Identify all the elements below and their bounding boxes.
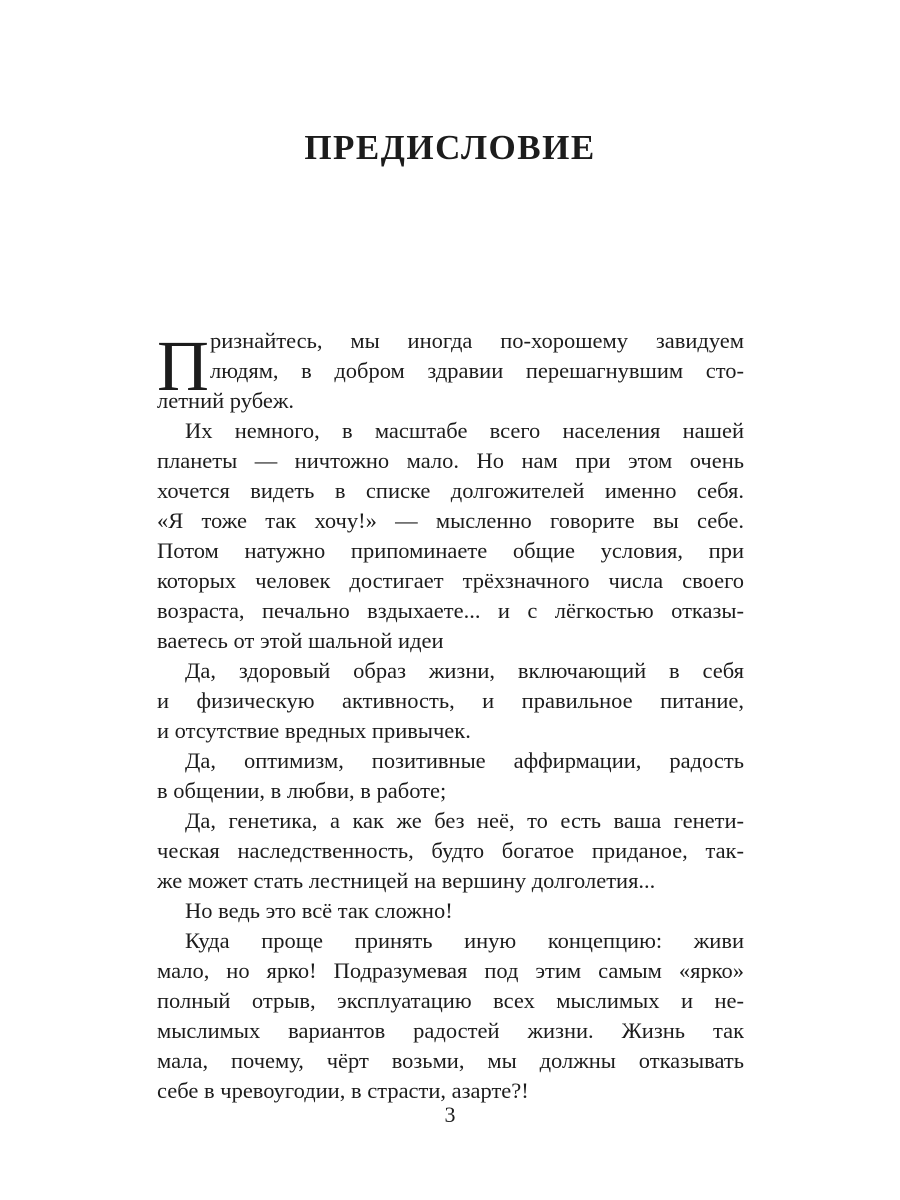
text-line: возраста, печально вздыхаете... и с лёгкостью отказы- <box>157 598 744 623</box>
text-line: Да, генетика, а как же без неё, то есть ваша генети- <box>185 808 744 833</box>
chapter-title: ПРЕДИСЛОВИЕ <box>304 128 596 167</box>
text-line: Куда проще принять иную концепцию: живи <box>185 928 744 953</box>
text-line: себе в чревоугодии, в страсти, азарте?! <box>157 1078 529 1103</box>
text-line: ризнайтесь, мы иногда по-хорошему завидуем <box>210 328 744 353</box>
text-line: ческая наследственность, будто богатое приданое, так- <box>157 838 744 863</box>
text-line: и физическую активность, и правильное питание, <box>157 688 744 713</box>
text-line: летний рубеж. <box>157 388 295 413</box>
text-line: планеты — ничтожно мало. Но нам при этом очень <box>157 448 744 473</box>
text-line: и отсутствие вредных привычек. <box>157 718 471 743</box>
text-line: мыслимых вариантов радостей жизни. Жизнь так <box>157 1018 744 1043</box>
text-line: Да, оптимизм, позитивные аффирмации, радость <box>185 748 744 773</box>
drop-cap: П <box>157 326 209 406</box>
text-line: «Я тоже так хочу!» — мысленно говорите вы себе. <box>157 508 744 533</box>
text-line: Их немного, в масштабе всего населения нашей <box>185 418 744 443</box>
text-line: Потом натужно припоминаете общие условия, при <box>157 538 744 563</box>
text-line: Да, здоровый образ жизни, включающий в себя <box>185 658 744 683</box>
text-line: которых человек достигает трёхзначного числа своего <box>157 568 744 593</box>
text-line: мало, но ярко! Подразумевая под этим самым «ярко» <box>157 958 744 983</box>
page-number: 3 <box>444 1102 456 1127</box>
text-line: мала, почему, чёрт возьми, мы должны отказывать <box>157 1048 744 1073</box>
text-line: хочется видеть в списке долгожителей именно себя. <box>157 478 744 503</box>
text-line: полный отрыв, эксплуатацию всех мыслимых и не- <box>157 988 744 1013</box>
text-line: Но ведь это всё так сложно! <box>185 898 453 923</box>
text-line: в общении, в любви, в работе; <box>157 778 447 803</box>
text-line: ваетесь от этой шальной идеи <box>157 628 444 653</box>
body-text <box>157 326 744 1106</box>
text-line: людям, в добром здравии перешагнувшим сто- <box>210 358 744 383</box>
text-line: же может стать лестницей на вершину долголетия... <box>157 868 656 893</box>
